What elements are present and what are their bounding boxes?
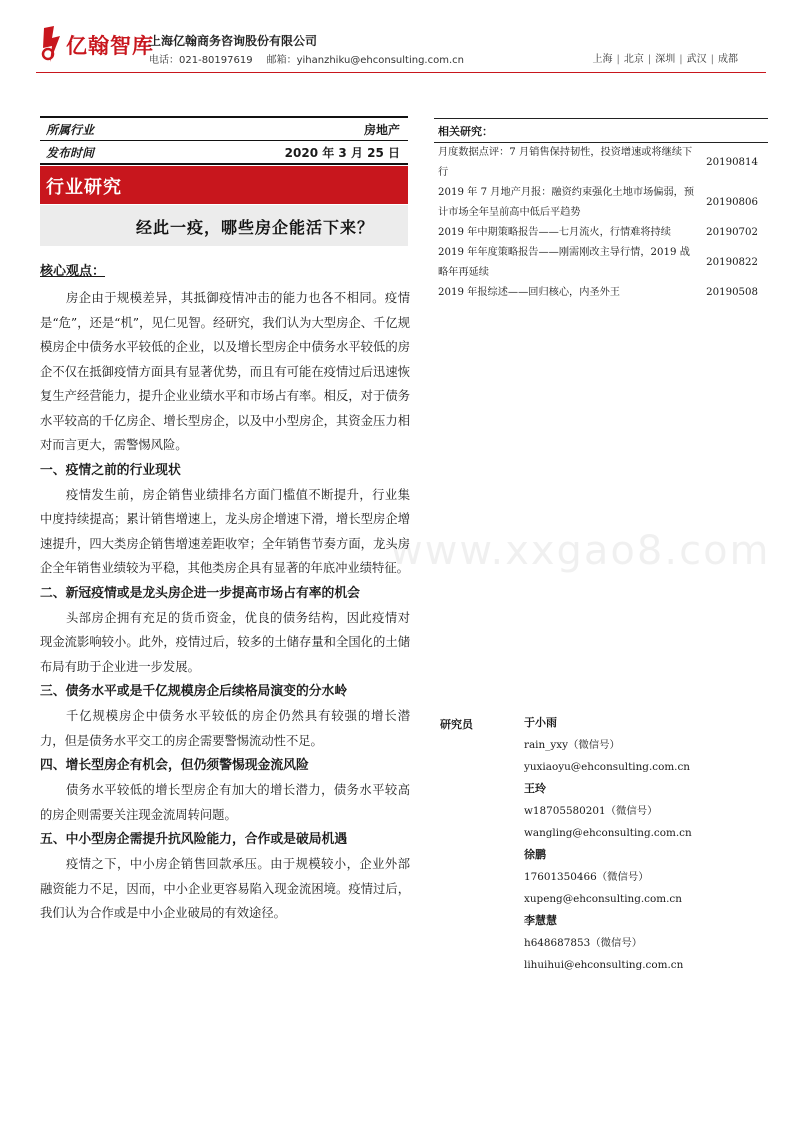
related-item[interactable] bbox=[434, 283, 768, 303]
company-name: 上海亿翰商务咨询股份有限公司 bbox=[149, 34, 318, 48]
contact-info bbox=[149, 51, 464, 66]
section-heading: 一、疫情之前的行业现状 bbox=[40, 462, 181, 478]
section-paragraph: 头部房企拥有充足的货币资金，优良的债务结构，因此疫情对现金流影响较小。此外，疫情过后，较多的土储存量和全国化的土储布局有助于企业进一步发展。 bbox=[40, 610, 410, 674]
related-research-title: 相关研究： bbox=[434, 118, 768, 143]
section-paragraph: 疫情之下，中小房企销售回款承压。由于规模较小，企业外部融资能力不足，因而，中小企业更容易陷入现金流困境。疫情过后，我们认为合作或是中小企业破局的有效途径。 bbox=[40, 857, 410, 920]
related-item-title: 月度数据点评：7 月销售保持韧性，投资增速或将继续下行 bbox=[438, 147, 693, 178]
researcher-wechat: rain_yxy（微信号） bbox=[524, 739, 620, 751]
section-paragraph: 债务水平较低的增长型房企有加大的增长潜力，债务水平较高的房企则需要关注现金流周转问题。 bbox=[40, 783, 410, 822]
related-research bbox=[434, 118, 768, 303]
phone-number: 021-80197619 bbox=[179, 55, 253, 66]
related-item[interactable] bbox=[434, 243, 768, 283]
related-item-date: 20190814 bbox=[706, 157, 758, 168]
related-item[interactable] bbox=[434, 223, 768, 243]
researcher-wechat: 17601350466（微信号） bbox=[524, 871, 649, 883]
title-banner bbox=[40, 205, 408, 246]
header-divider bbox=[36, 72, 766, 73]
logo-wordmark: 亿翰智库 bbox=[66, 34, 154, 58]
section-paragraph: 千亿规模房企中债务水平较低的房企仍然具有较强的增长潜力，但是债务水平交工的房企需要警惕流动性不足。 bbox=[40, 709, 410, 748]
company-logo-icon bbox=[40, 24, 62, 64]
phone-label: 电话： bbox=[149, 55, 179, 66]
related-item-title: 2019 年年度策略报告——刚需刚改主导行情，2019 战略年再延续 bbox=[438, 247, 690, 278]
category-banner bbox=[40, 166, 408, 204]
publish-date: 2020 年 3 月 25 日 bbox=[284, 146, 400, 160]
industry-label: 所属行业 bbox=[46, 123, 95, 137]
researcher-email[interactable]: wangling@ehconsulting.com.cn bbox=[524, 827, 692, 839]
email-label: 邮箱： bbox=[266, 55, 297, 66]
related-item-title: 2019 年 7 月地产月报：融资约束强化土地市场偏弱，预计市场全年呈前高中低后平趋势 bbox=[438, 187, 695, 218]
report-title: 经此一疫，哪些房企能活下来？ bbox=[135, 218, 374, 237]
meta-bottom-rule bbox=[40, 163, 408, 165]
researcher-name: 于小雨 bbox=[524, 716, 557, 729]
city: 武汉 bbox=[686, 54, 707, 65]
related-item-title: 2019 年报综述——回归核心，内圣外王 bbox=[438, 287, 620, 298]
related-item[interactable] bbox=[434, 143, 768, 183]
researcher-name: 徐鹏 bbox=[524, 848, 546, 861]
researcher-wechat: h648687853（微信号） bbox=[524, 937, 643, 949]
related-item-date: 20190702 bbox=[706, 227, 758, 238]
intro-paragraph: 房企由于规模差异，其抵御疫情冲击的能力也各不相同。疫情是“危”，还是“机”，见仁见智。经研究，我们认为大型房企、千亿规模房企中债务水平较低的企业，以及增长型房企中债务水平较低的房企不仅在抵御疫情方面具有显著优势，而且有可能在疫情过后迅速恢复生产经营能力，提升企业业绩水平和市场占有率。相反，对于债务水平较高的千亿房企、增长型房企，以及中小型房企，其资金压力相对而言更大，需警惕风险。 bbox=[40, 291, 410, 452]
researcher-email[interactable]: yuxiaoyu@ehconsulting.com.cn bbox=[524, 761, 690, 773]
related-item-title: 2019 年中期策略报告——七月流火，行情难将持续 bbox=[438, 227, 671, 238]
related-item-date: 20190806 bbox=[706, 197, 758, 208]
date-label: 发布时间 bbox=[46, 146, 95, 160]
researcher-email[interactable]: lihuihui@ehconsulting.com.cn bbox=[524, 959, 684, 971]
related-item-date: 20190822 bbox=[706, 257, 758, 268]
watermark: www.xxgao8.com bbox=[390, 528, 771, 574]
city: 北京 bbox=[623, 54, 644, 65]
related-item-date: 20190508 bbox=[706, 287, 758, 298]
date-row bbox=[40, 141, 408, 163]
section-paragraph: 疫情发生前，房企销售业绩排名方面门槛值不断提升，行业集中度持续提高；累计销售增速上，龙头房企增速下滑，增长型房企增速提升，四大类房企销售增速差距收窄；全年销售节奏方面，龙头房企全年销售业绩较为平稳，其他类房企具有显著的年底冲业绩特征。 bbox=[40, 487, 410, 575]
researcher-name: 李慧慧 bbox=[524, 914, 557, 927]
researcher-name: 王玲 bbox=[524, 782, 546, 795]
main-body bbox=[40, 262, 410, 926]
section-heading: 二、新冠疫情或是龙头房企进一步提高市场占有率的机会 bbox=[40, 585, 360, 601]
city: 深圳 bbox=[655, 54, 676, 65]
researcher-wechat: w18705580201（微信号） bbox=[524, 805, 658, 817]
email-address: yihanzhiku@ehconsulting.com.cn bbox=[296, 55, 464, 66]
related-item[interactable] bbox=[434, 183, 768, 223]
core-viewpoint-heading: 核心观点： bbox=[40, 264, 106, 279]
industry-value: 房地产 bbox=[363, 123, 400, 137]
category-label: 行业研究 bbox=[46, 177, 122, 198]
city: 成都 bbox=[718, 54, 738, 65]
office-cities: 上海 | 北京 | 深圳 | 武汉 | 成都 bbox=[592, 54, 738, 65]
section-heading: 三、债务水平或是千亿规模房企后续格局演变的分水岭 bbox=[40, 684, 348, 699]
section-heading: 五、中小型房企需提升抗风险能力，合作或是破局机遇 bbox=[40, 832, 348, 847]
city: 上海 bbox=[592, 54, 613, 65]
industry-row bbox=[40, 118, 408, 140]
researcher-label: 研究员 bbox=[440, 718, 473, 731]
researcher-email[interactable]: xupeng@ehconsulting.com.cn bbox=[524, 893, 682, 905]
section-heading: 四、增长型房企有机会，但仍须警惕现金流风险 bbox=[40, 758, 309, 773]
researcher-list bbox=[524, 712, 764, 976]
